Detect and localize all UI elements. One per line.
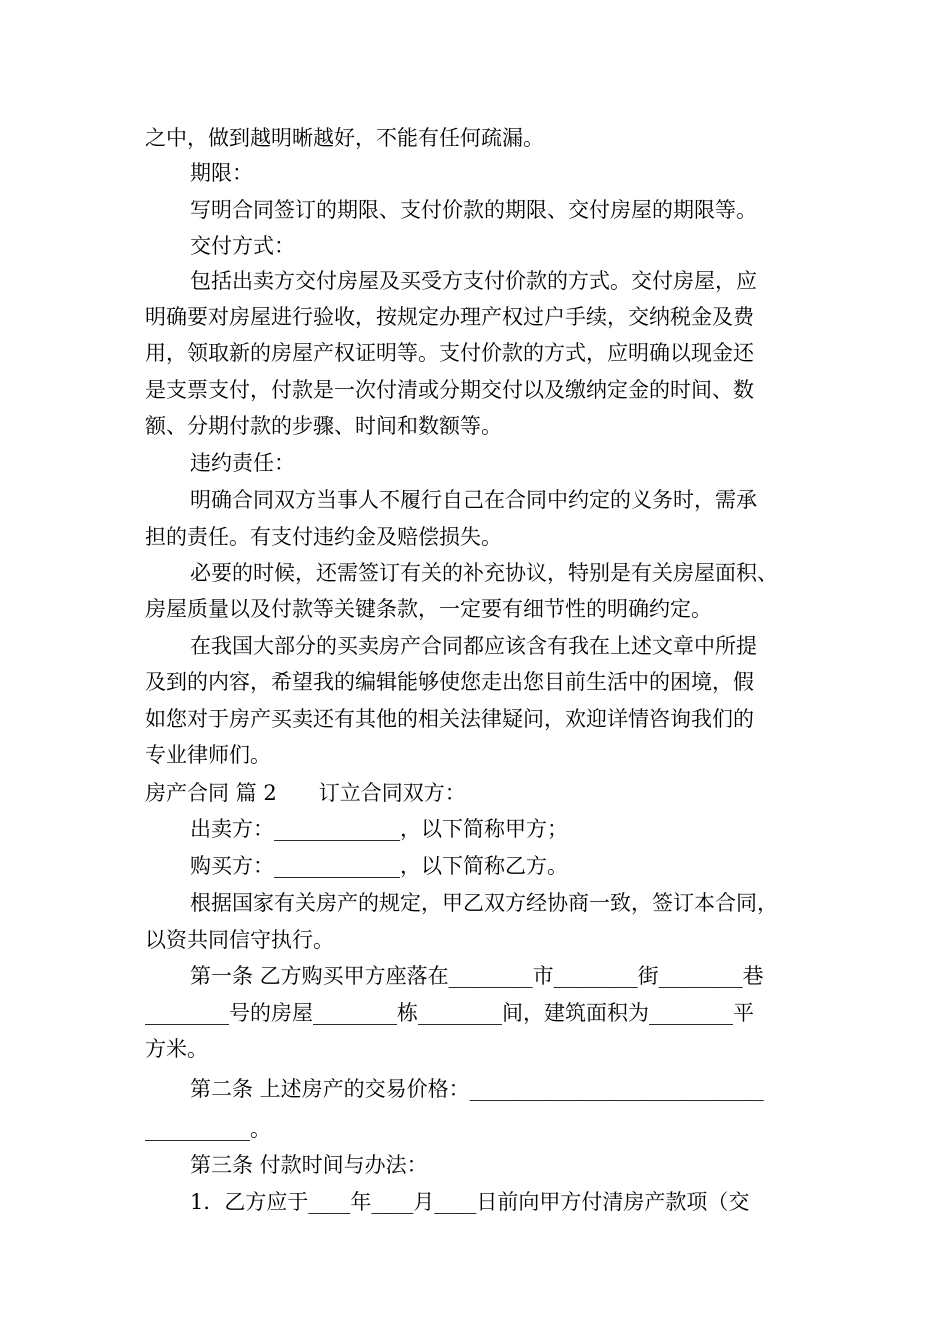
article-one-line: 方米。 bbox=[145, 1037, 208, 1061]
text-line: 在我国大部分的买卖房产合同都应该含有我在上述文章中所提 bbox=[190, 634, 757, 658]
text-line: 房屋质量以及付款等关键条款，一定要有细节性的明确约定。 bbox=[145, 597, 712, 621]
text-line: 以资共同信守执行。 bbox=[145, 928, 334, 952]
payment-clause-line: 1．乙方应于____年____月____日前向甲方付清房产款项（交 bbox=[190, 1190, 750, 1214]
text-line: 必要的时候，还需签订有关的补充协议，特别是有关房屋面积、 bbox=[190, 561, 778, 585]
text-line: 额、分期付款的步骤、时间和数额等。 bbox=[145, 414, 502, 438]
text-line: 写明合同签订的期限、支付价款的期限、交付房屋的期限等。 bbox=[190, 198, 757, 222]
article-three-line: 第三条 付款时间与办法： bbox=[190, 1153, 428, 1177]
contract-section-title: 房产合同 篇 2 订立合同双方： bbox=[145, 781, 466, 805]
article-one-line: ________号的房屋________栋________间，建筑面积为________平 bbox=[145, 1001, 754, 1025]
buyer-line: 购买方：____________，以下简称乙方。 bbox=[190, 854, 568, 878]
text-line: 包括出卖方交付房屋及买受方支付价款的方式。交付房屋，应 bbox=[190, 269, 757, 293]
text-line: 明确要对房屋进行验收，按规定办理产权过户手续，交纳税金及费 bbox=[145, 305, 754, 329]
article-two-line: __________。 bbox=[145, 1117, 271, 1141]
article-one-line: 第一条 乙方购买甲方座落在________市________街________巷 bbox=[190, 964, 764, 988]
text-line: 及到的内容，希望我的编辑能够使您走出您目前生活中的困境，假 bbox=[145, 670, 754, 694]
seller-line: 出卖方：____________，以下简称甲方； bbox=[190, 817, 568, 841]
text-line: 担的责任。有支付违约金及赔偿损失。 bbox=[145, 525, 502, 549]
text-line: 如您对于房产买卖还有其他的相关法律疑问，欢迎详情咨询我们的 bbox=[145, 707, 754, 731]
article-two-line: 第二条 上述房产的交易价格：____________________________ bbox=[190, 1077, 764, 1101]
text-line: 根据国家有关房产的规定，甲乙双方经协商一致，签订本合同， bbox=[190, 891, 778, 915]
section-heading-payment-method: 交付方式： bbox=[190, 234, 295, 258]
section-heading-liability: 违约责任： bbox=[190, 451, 295, 475]
text-line: 明确合同双方当事人不履行自己在合同中约定的义务时，需承 bbox=[190, 488, 757, 512]
text-line: 专业律师们。 bbox=[145, 743, 271, 767]
text-line: 是支票支付，付款是一次付清或分期交付以及缴纳定金的时间、数 bbox=[145, 378, 754, 402]
text-line: 用，领取新的房屋产权证明等。支付价款的方式，应明确以现金还 bbox=[145, 341, 754, 365]
section-heading-term: 期限： bbox=[190, 161, 253, 185]
text-line: 之中，做到越明晰越好，不能有任何疏漏。 bbox=[145, 126, 544, 150]
